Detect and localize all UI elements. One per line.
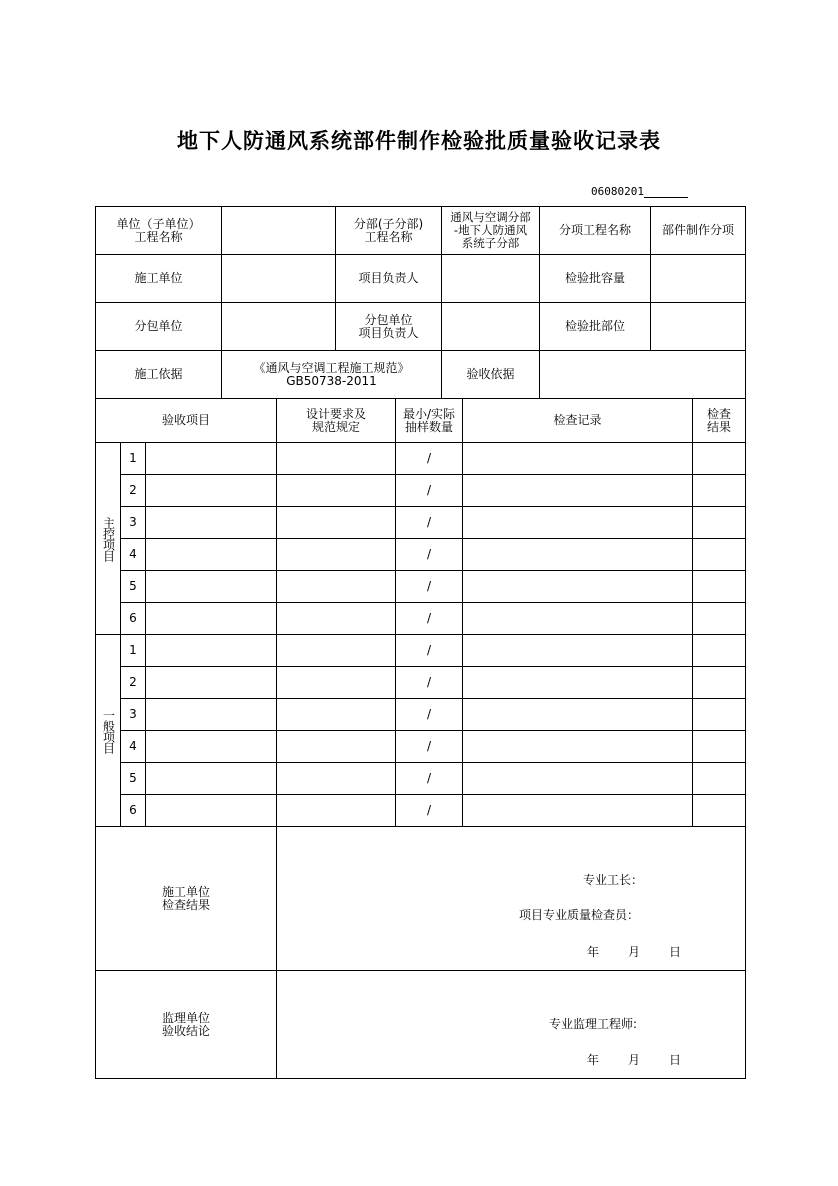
- batch-capacity-label: 检验批容量: [540, 255, 651, 303]
- inspector-label: 项目专业质量检查员：: [519, 908, 640, 922]
- sub-manager-value[interactable]: [442, 303, 540, 351]
- group-label-main: 主控项目: [96, 443, 121, 635]
- item-cell[interactable]: [146, 763, 277, 795]
- result-cell[interactable]: [693, 795, 746, 827]
- contractor-month-label: 月: [628, 945, 641, 959]
- table-row: [96, 539, 746, 571]
- item-cell[interactable]: [146, 795, 277, 827]
- record-cell[interactable]: [463, 667, 693, 699]
- header-table: [95, 206, 746, 399]
- item-cell[interactable]: [146, 603, 277, 635]
- sample-cell[interactable]: /: [396, 635, 463, 667]
- row-number: 4: [121, 539, 146, 571]
- sample-cell[interactable]: /: [396, 507, 463, 539]
- table-row: [96, 635, 746, 667]
- subcontractor-value[interactable]: [222, 303, 336, 351]
- result-cell[interactable]: [693, 635, 746, 667]
- table-row: [96, 571, 746, 603]
- record-cell[interactable]: [463, 507, 693, 539]
- table-row: [96, 443, 746, 475]
- row-number: 3: [121, 507, 146, 539]
- item-label: 分项工程名称: [540, 207, 651, 255]
- page-title: 地下人防通风系统部件制作检验批质量验收记录表: [177, 128, 661, 153]
- project-manager-label: 项目负责人: [336, 255, 442, 303]
- contractor-value[interactable]: [222, 255, 336, 303]
- contractor-day-label: 日: [669, 945, 682, 959]
- inspection-table: [95, 398, 746, 827]
- row-number: 2: [121, 475, 146, 507]
- result-cell[interactable]: [693, 667, 746, 699]
- signature-table: [95, 826, 746, 1079]
- row-number: 2: [121, 667, 146, 699]
- design-cell[interactable]: [277, 763, 396, 795]
- acceptance-basis-label: 验收依据: [442, 351, 540, 399]
- engineer-label: 专业监理工程师:: [549, 1017, 638, 1031]
- sample-cell[interactable]: /: [396, 571, 463, 603]
- col-record-header: 检查记录: [463, 399, 693, 443]
- table-row: [96, 667, 746, 699]
- design-cell[interactable]: [277, 635, 396, 667]
- sample-cell[interactable]: /: [396, 699, 463, 731]
- supervisor-year-label: 年: [587, 1053, 600, 1067]
- design-cell[interactable]: [277, 603, 396, 635]
- contractor-year-label: 年: [587, 945, 600, 959]
- sample-cell[interactable]: /: [396, 603, 463, 635]
- row-number: 6: [121, 795, 146, 827]
- col-design-header: 设计要求及 规范规定: [277, 399, 396, 443]
- item-cell[interactable]: [146, 571, 277, 603]
- sub-manager-label: 分包单位 项目负责人: [336, 303, 442, 351]
- form-code-number: 06080201: [591, 185, 644, 198]
- item-cell[interactable]: [146, 667, 277, 699]
- table-row: [96, 795, 746, 827]
- design-cell[interactable]: [277, 539, 396, 571]
- sample-cell[interactable]: /: [396, 667, 463, 699]
- result-cell[interactable]: [693, 763, 746, 795]
- record-cell[interactable]: [463, 443, 693, 475]
- record-cell[interactable]: [463, 475, 693, 507]
- form-code-blank[interactable]: [644, 185, 688, 198]
- record-cell[interactable]: [463, 539, 693, 571]
- design-cell[interactable]: [277, 795, 396, 827]
- item-cell[interactable]: [146, 699, 277, 731]
- unit-label: 单位（子单位） 工程名称: [96, 207, 222, 255]
- sample-cell[interactable]: /: [396, 731, 463, 763]
- result-cell[interactable]: [693, 507, 746, 539]
- design-cell[interactable]: [277, 699, 396, 731]
- item-cell[interactable]: [146, 635, 277, 667]
- table-row: [96, 507, 746, 539]
- project-manager-value[interactable]: [442, 255, 540, 303]
- row-number: 3: [121, 699, 146, 731]
- foreman-label: 专业工长：: [583, 873, 644, 887]
- item-cell[interactable]: [146, 731, 277, 763]
- result-cell[interactable]: [693, 539, 746, 571]
- row-number: 5: [121, 763, 146, 795]
- table-row: [96, 763, 746, 795]
- result-cell[interactable]: [693, 699, 746, 731]
- table-row: [96, 731, 746, 763]
- row-number: 5: [121, 571, 146, 603]
- record-cell[interactable]: [463, 795, 693, 827]
- record-cell[interactable]: [463, 635, 693, 667]
- item-cell[interactable]: [146, 507, 277, 539]
- table-row: [96, 699, 746, 731]
- col-result-header: 检查 结果: [693, 399, 746, 443]
- row-number: 1: [121, 635, 146, 667]
- contractor-check-area[interactable]: [277, 827, 746, 971]
- subsection-value: 通风与空调分部 -地下人防通风 系统子分部: [442, 207, 540, 255]
- item-cell[interactable]: [146, 475, 277, 507]
- sample-cell[interactable]: /: [396, 475, 463, 507]
- supervisor-day-label: 日: [669, 1053, 682, 1067]
- contractor-check-label: 施工单位 检查结果: [96, 827, 277, 971]
- basis-label: 施工依据: [96, 351, 222, 399]
- unit-value[interactable]: [222, 207, 336, 255]
- batch-location-label: 检验批部位: [540, 303, 651, 351]
- col-item-header: 验收项目: [96, 399, 277, 443]
- design-cell[interactable]: [277, 443, 396, 475]
- col-sample-header: 最小/实际 抽样数量: [396, 399, 463, 443]
- supervisor-month-label: 月: [628, 1053, 641, 1067]
- sample-cell[interactable]: /: [396, 539, 463, 571]
- row-number: 6: [121, 603, 146, 635]
- row-number: 4: [121, 731, 146, 763]
- design-cell[interactable]: [277, 475, 396, 507]
- design-cell[interactable]: [277, 507, 396, 539]
- record-cell[interactable]: [463, 699, 693, 731]
- contractor-label: 施工单位: [96, 255, 222, 303]
- sample-cell[interactable]: /: [396, 443, 463, 475]
- record-cell[interactable]: [463, 731, 693, 763]
- design-cell[interactable]: [277, 667, 396, 699]
- subsection-label: 分部(子分部) 工程名称: [336, 207, 442, 255]
- acceptance-basis-value[interactable]: [540, 351, 746, 399]
- supervisor-check-label: 监理单位 验收结论: [96, 971, 277, 1079]
- record-cell[interactable]: [463, 603, 693, 635]
- record-cell[interactable]: [463, 763, 693, 795]
- sample-cell[interactable]: /: [396, 763, 463, 795]
- item-cell[interactable]: [146, 443, 277, 475]
- design-cell[interactable]: [277, 731, 396, 763]
- design-cell[interactable]: [277, 571, 396, 603]
- result-cell[interactable]: [693, 731, 746, 763]
- basis-value: 《通风与空调工程施工规范》 GB50738-2011: [222, 351, 442, 399]
- group-label-general: 一般项目: [96, 635, 121, 827]
- form-code: [591, 185, 688, 198]
- item-value: 部件制作分项: [651, 207, 746, 255]
- subcontractor-label: 分包单位: [96, 303, 222, 351]
- table-row: [96, 603, 746, 635]
- item-cell[interactable]: [146, 539, 277, 571]
- batch-capacity-value[interactable]: [651, 255, 746, 303]
- supervisor-check-area[interactable]: [277, 971, 746, 1079]
- row-number: 1: [121, 443, 146, 475]
- result-cell[interactable]: [693, 603, 746, 635]
- result-cell[interactable]: [693, 571, 746, 603]
- sample-cell[interactable]: /: [396, 795, 463, 827]
- table-row: [96, 475, 746, 507]
- result-cell[interactable]: [693, 475, 746, 507]
- batch-location-value[interactable]: [651, 303, 746, 351]
- result-cell[interactable]: [693, 443, 746, 475]
- record-cell[interactable]: [463, 571, 693, 603]
